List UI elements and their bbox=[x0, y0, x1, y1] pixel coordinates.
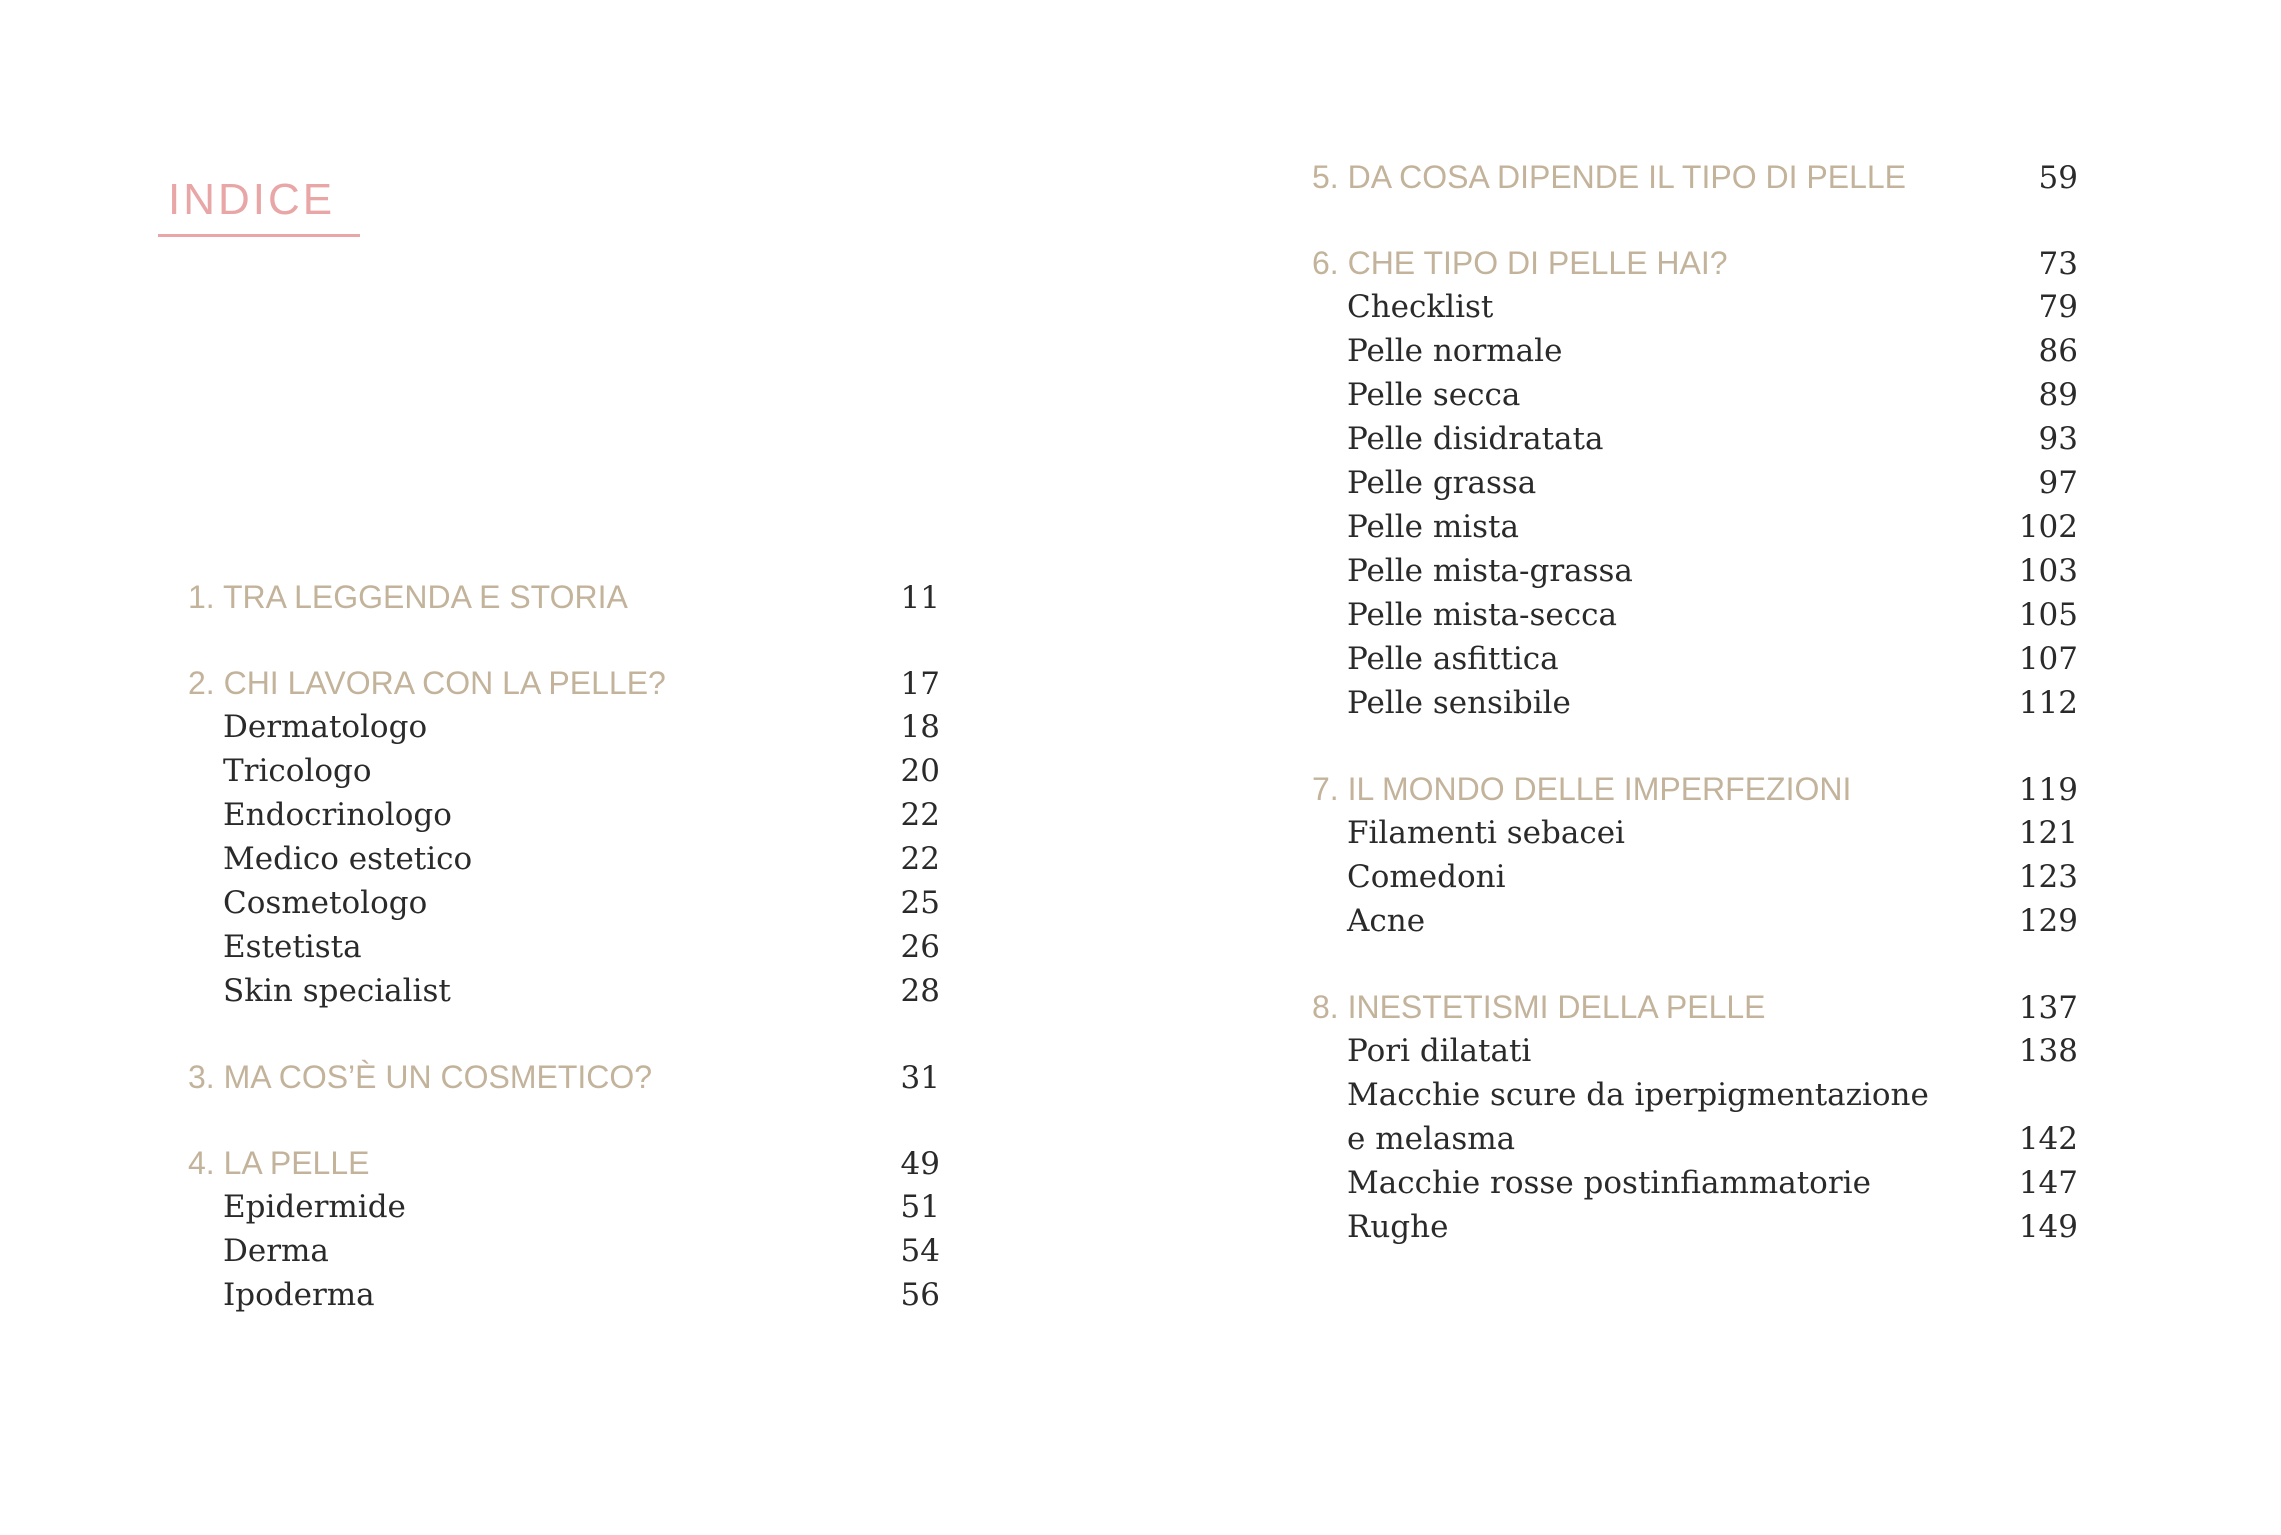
page-number: 59 bbox=[2038, 160, 2078, 196]
page-number: 17 bbox=[900, 666, 940, 702]
page-number: 86 bbox=[2038, 333, 2078, 369]
subsection-entry[interactable] bbox=[1312, 1073, 2078, 1117]
subsection-entry[interactable] bbox=[1312, 637, 2078, 681]
subsection-entry[interactable] bbox=[188, 837, 940, 881]
subsection-entry[interactable] bbox=[1312, 329, 2078, 373]
subsection-title: Macchie rosse postinfiammatorie bbox=[1347, 1165, 1871, 1201]
chapter-title: 6. CHE TIPO DI PELLE HAI? bbox=[1312, 245, 1728, 281]
title-underline bbox=[158, 234, 360, 237]
chapter-title: 2. CHI LAVORA CON LA PELLE? bbox=[188, 665, 666, 701]
chapter-title: 3. MA COS’È UN COSMETICO? bbox=[188, 1059, 653, 1095]
chapter-entry[interactable] bbox=[188, 1055, 940, 1099]
subsection-entry[interactable] bbox=[1312, 681, 2078, 725]
toc-section bbox=[1312, 767, 2078, 943]
subsection-title: Comedoni bbox=[1347, 859, 1506, 895]
subsection-entry[interactable] bbox=[188, 1273, 940, 1317]
subsection-title: Filamenti sebacei bbox=[1347, 815, 1625, 851]
subsection-entry[interactable] bbox=[1312, 811, 2078, 855]
chapter-entry[interactable] bbox=[1312, 241, 2078, 285]
subsection-title: Derma bbox=[223, 1233, 329, 1269]
page-number: 22 bbox=[900, 841, 940, 877]
page-number: 31 bbox=[900, 1060, 940, 1096]
subsection-entry[interactable] bbox=[1312, 1161, 2078, 1205]
chapter-entry[interactable] bbox=[188, 575, 940, 619]
chapter-entry[interactable] bbox=[1312, 767, 2078, 811]
page-number: 22 bbox=[900, 797, 940, 833]
subsection-entry[interactable] bbox=[188, 925, 940, 969]
toc-section bbox=[1312, 155, 2078, 199]
subsection-entry[interactable] bbox=[1312, 505, 2078, 549]
toc-section bbox=[188, 1141, 940, 1317]
subsection-entry[interactable] bbox=[1312, 417, 2078, 461]
toc-left-column bbox=[188, 575, 940, 1359]
page-number: 26 bbox=[900, 929, 940, 965]
subsection-entry[interactable] bbox=[188, 881, 940, 925]
subsection-entry[interactable] bbox=[1312, 1117, 2078, 1161]
subsection-title: Medico estetico bbox=[223, 841, 473, 877]
subsection-title: Macchie scure da iperpigmentazione bbox=[1347, 1077, 1929, 1113]
page-number: 18 bbox=[900, 709, 940, 745]
subsection-entry[interactable] bbox=[1312, 461, 2078, 505]
toc-section bbox=[188, 661, 940, 1013]
subsection-entry[interactable] bbox=[188, 705, 940, 749]
page-number: 25 bbox=[900, 885, 940, 921]
subsection-title: Checklist bbox=[1347, 289, 1494, 325]
page-number: 73 bbox=[2038, 246, 2078, 282]
subsection-title: e melasma bbox=[1347, 1121, 1516, 1157]
subsection-entry[interactable] bbox=[188, 969, 940, 1013]
chapter-title: 8. INESTETISMI DELLA PELLE bbox=[1312, 989, 1766, 1025]
page-number: 129 bbox=[2018, 903, 2078, 939]
subsection-title: Dermatologo bbox=[223, 709, 428, 745]
subsection-entry[interactable] bbox=[1312, 549, 2078, 593]
page-number: 89 bbox=[2038, 377, 2078, 413]
subsection-entry[interactable] bbox=[1312, 899, 2078, 943]
subsection-entry[interactable] bbox=[1312, 285, 2078, 329]
subsection-title: Cosmetologo bbox=[223, 885, 428, 921]
subsection-title: Rughe bbox=[1347, 1209, 1449, 1245]
subsection-title: Tricologo bbox=[223, 753, 372, 789]
subsection-title: Pelle mista-secca bbox=[1347, 597, 1617, 633]
chapter-title: 4. LA PELLE bbox=[188, 1145, 370, 1181]
page-number: 105 bbox=[2018, 597, 2078, 633]
page-number: 138 bbox=[2018, 1033, 2078, 1069]
subsection-entry[interactable] bbox=[1312, 1029, 2078, 1073]
toc-right-column bbox=[1312, 155, 2078, 1291]
chapter-entry[interactable] bbox=[1312, 985, 2078, 1029]
subsection-title: Epidermide bbox=[223, 1189, 406, 1225]
subsection-entry[interactable] bbox=[188, 793, 940, 837]
page-number: 103 bbox=[2018, 553, 2078, 589]
index-title: INDICE bbox=[168, 175, 336, 224]
page-number: 123 bbox=[2018, 859, 2078, 895]
chapter-title: 5. DA COSA DIPENDE IL TIPO DI PELLE bbox=[1312, 159, 1906, 195]
subsection-title: Pelle secca bbox=[1347, 377, 1521, 413]
page-number: 28 bbox=[900, 973, 940, 1009]
chapter-entry[interactable] bbox=[188, 661, 940, 705]
subsection-title: Skin specialist bbox=[223, 973, 451, 1009]
page-number: 93 bbox=[2038, 421, 2078, 457]
toc-section bbox=[188, 575, 940, 619]
subsection-entry[interactable] bbox=[1312, 855, 2078, 899]
page-number: 142 bbox=[2018, 1121, 2078, 1157]
page-number: 107 bbox=[2018, 641, 2078, 677]
subsection-entry[interactable] bbox=[1312, 1205, 2078, 1249]
page-number: 121 bbox=[2018, 815, 2078, 851]
page-number: 11 bbox=[900, 580, 940, 616]
chapter-entry[interactable] bbox=[188, 1141, 940, 1185]
page-number: 112 bbox=[2018, 685, 2078, 721]
subsection-title: Pelle normale bbox=[1347, 333, 1563, 369]
toc-section bbox=[1312, 241, 2078, 725]
page-number: 119 bbox=[2018, 772, 2078, 808]
page-number: 149 bbox=[2018, 1209, 2078, 1245]
chapter-title: 1. TRA LEGGENDA E STORIA bbox=[188, 579, 628, 615]
subsection-title: Endocrinologo bbox=[223, 797, 452, 833]
subsection-title: Pelle mista-grassa bbox=[1347, 553, 1633, 589]
chapter-entry[interactable] bbox=[1312, 155, 2078, 199]
page-number: 102 bbox=[2018, 509, 2078, 545]
toc-section bbox=[188, 1055, 940, 1099]
subsection-title: Pelle disidratata bbox=[1347, 421, 1604, 457]
subsection-title: Pori dilatati bbox=[1347, 1033, 1532, 1069]
page-number: 54 bbox=[900, 1233, 940, 1269]
subsection-entry[interactable] bbox=[188, 749, 940, 793]
subsection-title: Pelle mista bbox=[1347, 509, 1519, 545]
subsection-title: Pelle grassa bbox=[1347, 465, 1537, 501]
subsection-title: Estetista bbox=[223, 929, 362, 965]
page-number: 137 bbox=[2018, 990, 2078, 1026]
page-number: 51 bbox=[900, 1189, 940, 1225]
page-number: 79 bbox=[2038, 289, 2078, 325]
subsection-title: Pelle sensibile bbox=[1347, 685, 1571, 721]
page-number: 49 bbox=[900, 1146, 940, 1182]
subsection-title: Ipoderma bbox=[223, 1277, 375, 1313]
toc-section bbox=[1312, 985, 2078, 1249]
subsection-entry[interactable] bbox=[1312, 593, 2078, 637]
page-number: 20 bbox=[900, 753, 940, 789]
subsection-entry[interactable] bbox=[188, 1229, 940, 1273]
subsection-title: Acne bbox=[1347, 903, 1426, 939]
subsection-entry[interactable] bbox=[188, 1185, 940, 1229]
subsection-entry[interactable] bbox=[1312, 373, 2078, 417]
page-number: 97 bbox=[2038, 465, 2078, 501]
page-number: 56 bbox=[900, 1277, 940, 1313]
subsection-title: Pelle asfittica bbox=[1347, 641, 1559, 677]
chapter-title: 7. IL MONDO DELLE IMPERFEZIONI bbox=[1312, 771, 1852, 807]
page-number: 147 bbox=[2018, 1165, 2078, 1201]
